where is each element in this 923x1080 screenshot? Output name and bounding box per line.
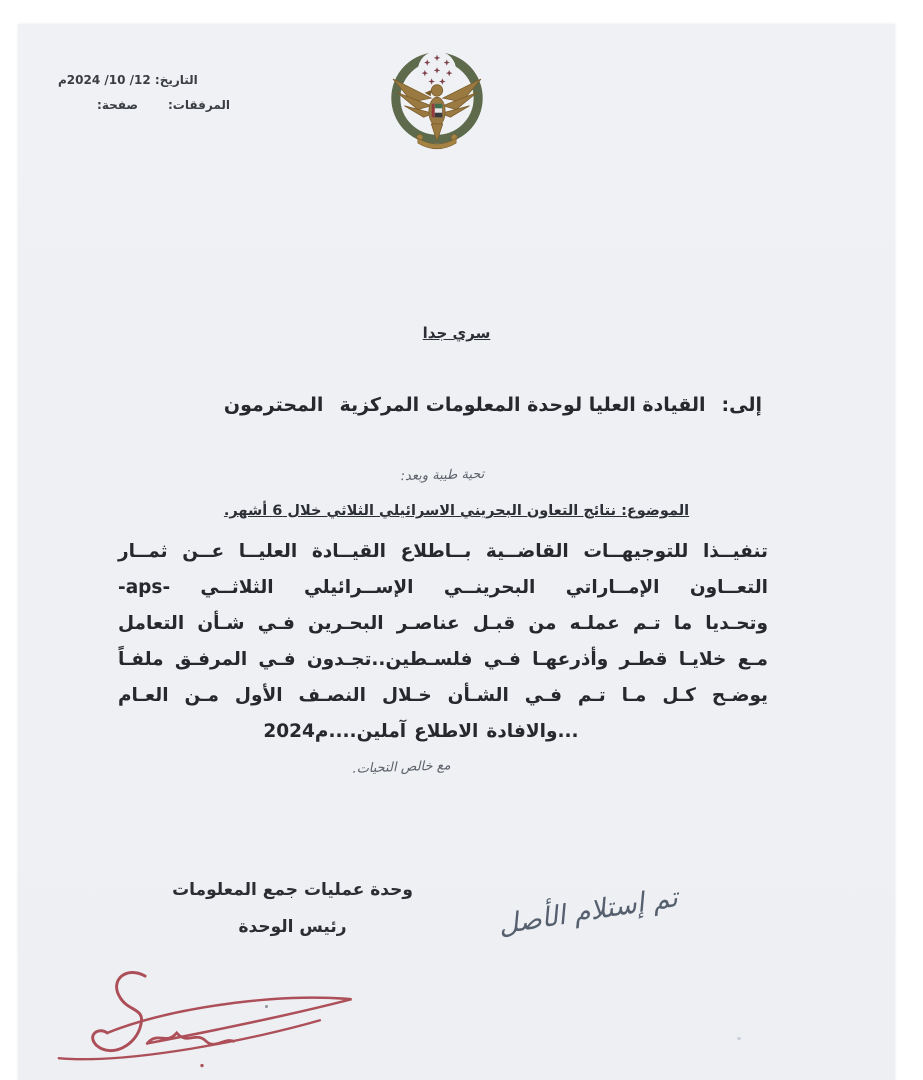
attachments-line bbox=[58, 99, 230, 112]
body-word: .... bbox=[328, 721, 357, 742]
body-word: الاطلاع bbox=[414, 721, 479, 742]
subject-line: الموضوع: نتائج التعاون البحريني الاسرائيلي الثلاثي خلال 6 أشهر. bbox=[223, 503, 690, 519]
recipient-line bbox=[138, 394, 762, 416]
body-line: مـع خلايـا قطـر وأذرعهـا فـي فلسـطين..تجـدون فـي المرفـق ملفـاً bbox=[118, 649, 768, 670]
body-line: تنفيــذا للتوجيهــات القاضــية بــاطلاع القيــادة العليــا عــن ثمــار bbox=[118, 541, 768, 562]
body-line: يوضـح كـل مـا تـم فـي الشـأن خـلال النصـف الأول مـن العـام bbox=[118, 685, 768, 706]
body-last-line bbox=[96, 714, 746, 750]
sender-block bbox=[150, 880, 435, 937]
signature-scribble bbox=[44, 952, 360, 1078]
header-meta bbox=[58, 74, 230, 112]
recipient-prefix: إلى: bbox=[721, 394, 762, 416]
sender-title-line: رئيس الوحدة bbox=[238, 917, 347, 937]
scanned-page bbox=[18, 24, 895, 1080]
body-word: والافادة... bbox=[486, 721, 579, 742]
body-word: آملين bbox=[356, 721, 407, 742]
closing-note: مع خالص التحيات. bbox=[352, 758, 451, 777]
body-line: وتحـديا ما تـم عملـه من قبـل عناصـر البحـرين فـي شـأن التعامل bbox=[118, 613, 768, 634]
scan-speck bbox=[265, 1005, 268, 1008]
page-label: صفحة: bbox=[97, 98, 138, 113]
recipient-name: القيادة العليا لوحدة المعلومات المركزية bbox=[339, 394, 706, 416]
scan-speck bbox=[737, 1037, 741, 1040]
body-line: التعــاون الإمــاراتي البحرينــي الإســرائيلي الثلاثــي -aps- bbox=[118, 577, 768, 598]
sender-unit-line: وحدة عمليات جمع المعلومات bbox=[172, 880, 413, 900]
emblem-flag-shield bbox=[432, 104, 443, 117]
greeting-note: تحية طيبة وبعد: bbox=[400, 466, 485, 485]
body-word: 2024م bbox=[263, 721, 329, 742]
uae-armed-forces-emblem-icon bbox=[370, 42, 504, 158]
recipient-honorific: المحترمون bbox=[223, 394, 324, 416]
date-line: التاريخ: 12/ 10/ 2024م bbox=[58, 73, 198, 87]
attachments-label: المرفقات: bbox=[168, 98, 230, 113]
received-note-handwriting: تم إستلام الأصل bbox=[496, 882, 680, 941]
classification-stamp: سري جدا bbox=[422, 324, 491, 342]
body-paragraph bbox=[118, 534, 768, 750]
